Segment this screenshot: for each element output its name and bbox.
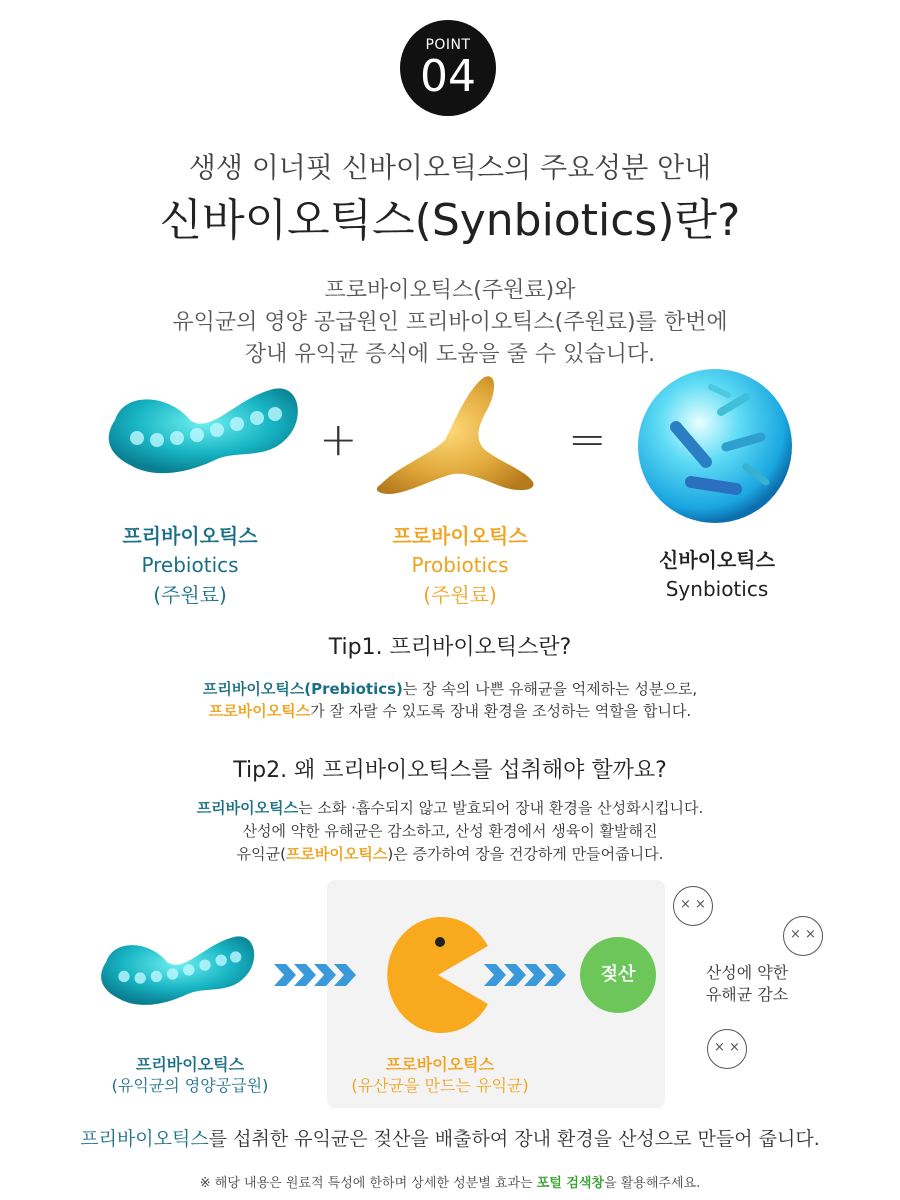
harmful-decrease-text — [692, 962, 802, 1006]
harmful-bacteria-icon: × × — [673, 886, 713, 926]
tip2-highlight-prebiotics: 프리바이오틱스 — [196, 799, 299, 817]
prebiotics-caption — [80, 520, 300, 610]
process-probiotics-caption — [330, 1054, 550, 1096]
arrow-right-icon — [272, 962, 360, 988]
lactic-acid-badge: 젖산 — [580, 937, 656, 1013]
tip1-line-1 — [0, 678, 900, 699]
footnote-post: 을 활용해주세요. — [604, 1176, 701, 1191]
footnote-pre: ※ 해당 내용은 원료적 특성에 한하며 상세한 성분별 효과는 — [199, 1176, 537, 1191]
process-prebiotics-sub: (유익균의 영양공급원) — [111, 1076, 269, 1095]
plus-sign: + — [319, 412, 358, 466]
probiotics-caption — [350, 520, 570, 610]
tip2-line-3 — [0, 843, 900, 864]
prebiotics-ko: 프리바이오틱스 — [122, 524, 258, 548]
tip1-line2-text: 가 잘 자랄 수 있도록 장내 환경을 조성하는 역할을 합니다. — [310, 702, 692, 720]
summary-highlight: 프리바이오틱스 — [80, 1128, 209, 1150]
probiotics-en: Probiotics — [411, 553, 509, 577]
summary-text — [0, 1124, 900, 1151]
synbiotics-caption — [607, 544, 827, 603]
decrease-line-2: 유해균 감소 — [705, 985, 789, 1004]
intro-line-1: 프로바이오틱스(주원료)와 — [324, 278, 576, 303]
synbiotics-en: Synbiotics — [665, 577, 769, 601]
arrow-right-icon — [482, 962, 570, 988]
footnote — [0, 1172, 900, 1191]
tip1-highlight-prebiotics: 프리바이오틱스(Prebiotics) — [202, 680, 403, 698]
page-title: 신바이오틱스(Synbiotics)란? — [159, 195, 741, 246]
footnote-highlight: 포털 검색창 — [536, 1176, 605, 1191]
synbiotics-illustration — [636, 367, 794, 525]
process-probiotics-label: 프로바이오틱스 — [385, 1055, 495, 1074]
harmful-bacteria-icon: × × — [707, 1029, 747, 1069]
tip2-line-1 — [0, 797, 900, 818]
probiotics-illustration — [375, 370, 535, 495]
intro-line-2: 유익균의 영양 공급원인 프리바이오틱스(주원료)를 한번에 — [172, 310, 728, 335]
tip2-line3-post: )은 증가하여 장을 건강하게 만들어줍니다. — [387, 845, 664, 863]
tip1-line1-text: 는 장 속의 나쁜 유해균을 억제하는 성분으로, — [402, 680, 698, 698]
tip2-heading: Tip2. 왜 프리바이오틱스를 섭취해야 할까요? — [233, 758, 667, 783]
tip2-highlight-probiotics: 프로바이오틱스 — [285, 845, 388, 863]
page-subtitle: 생생 이너핏 신바이오틱스의 주요성분 안내 — [188, 151, 712, 184]
intro-line-3: 장내 유익균 증식에 도움을 줄 수 있습니다. — [244, 342, 656, 367]
synbiotics-ko: 신바이오틱스 — [659, 548, 775, 572]
summary-rest: 를 섭취한 유익균은 젖산을 배출하여 장내 환경을 산성으로 만들어 줍니다. — [208, 1128, 820, 1150]
prebiotics-illustration — [95, 380, 305, 485]
tip1-highlight-probiotics: 프로바이오틱스 — [208, 702, 311, 720]
point-badge — [400, 20, 496, 116]
probiotics-note: (주원료) — [423, 583, 497, 607]
decrease-line-1: 산성에 약한 — [705, 963, 789, 982]
process-probiotics-sub: (유산균을 만드는 유익균) — [351, 1076, 529, 1095]
harmful-bacteria-icon: × × — [783, 916, 823, 956]
point-label: POINT — [425, 37, 471, 53]
process-prebiotics-label: 프리바이오틱스 — [135, 1055, 245, 1074]
point-number: 04 — [420, 51, 476, 102]
tip2-line3-pre: 유익균( — [236, 845, 286, 863]
prebiotics-en: Prebiotics — [141, 553, 239, 577]
probiotics-pacman-icon — [384, 916, 492, 1034]
tip1-line-2 — [0, 700, 900, 721]
tip2-line-2: 산성에 약한 유해균은 감소하고, 산성 환경에서 생육이 활발해진 — [242, 822, 658, 840]
probiotics-ko: 프로바이오틱스 — [392, 524, 528, 548]
process-prebiotics-caption — [80, 1054, 300, 1096]
tip2-line1-text: 는 소화 ·흡수되지 않고 발효되어 장내 환경을 산성화시킵니다. — [298, 799, 704, 817]
prebiotics-note: (주원료) — [153, 583, 227, 607]
prebiotics-process-illustration — [90, 928, 260, 1016]
tip1-heading: Tip1. 프리바이오틱스란? — [328, 635, 572, 660]
equals-sign: = — [568, 412, 607, 466]
